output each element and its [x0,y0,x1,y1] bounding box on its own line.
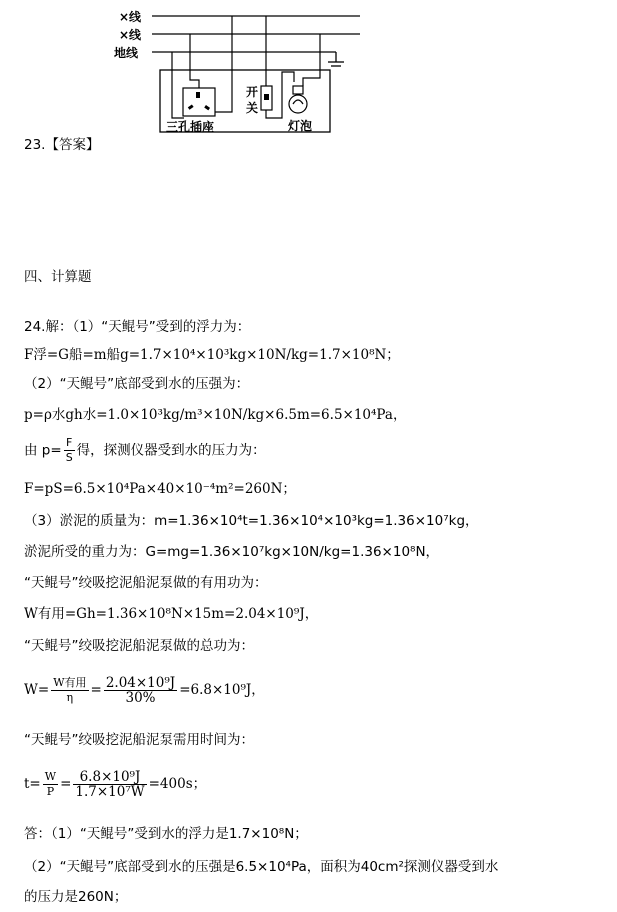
line-4: p=ρ水gh水=1.0×10³kg/m³×10N/kg×6.5m=6.5×10⁴Pa， [24,407,407,423]
line-12-pre: W= [24,682,50,698]
switch-label-1: 开 [246,85,259,99]
line-13: “天鲲号”绞吸挖泥船泥泵需用时间为： [24,732,254,748]
line-7: （3）淤泥的质量为：m=1.36×10⁴t=1.36×10⁴×10³kg=1.36×10⁷kg， [24,513,479,529]
fraction-w-useful-over-eta [51,676,88,705]
fraction-denominator: S [65,451,73,464]
line-3: （2）“天鲲号”底部受到水的压强为： [24,376,250,392]
switch-label-2: 关 [246,101,259,115]
fraction-denominator: 30% [125,690,156,706]
line-14: t= $\frac{W}{P}$ = $\frac{\text{6.8×10⁹J}}{\text{1.7×10⁷W}}$ =400s； [24,769,207,800]
line-9: “天鲲号”绞吸挖泥船泥泵做的有用功为： [24,575,268,591]
line-6: F=pS=6.5×10⁴Pa×40×10⁻⁴m²=260N； [24,481,296,497]
fraction-w-over-p [43,770,58,799]
line-5-pre: 由 p= [24,442,62,459]
line-15: 答：（1）“天鲲号”受到水的浮力是1.7×10⁸N； [24,826,308,842]
line-2: F浮=G船=m船g=1.7×10⁴×10³kg×10N/kg=1.7×10⁸N； [24,347,400,363]
line-5-post: 得，探测仪器受到水的压力为： [76,442,266,459]
line-12-post: =6.8×10⁹J， [179,682,265,698]
wire-label-2: ×线 [119,28,142,42]
fraction-value [73,770,146,799]
fraction-value [104,676,177,705]
fraction-numerator: W [44,770,57,783]
line-5 [24,436,266,465]
line-10: W有用=Gh=1.36×10⁸N×15m=2.04×10⁹J， [24,606,319,622]
section-title: 四、计算题 [24,269,92,285]
line-12: W= $\frac{\text{W有用}}{\eta}$ = $\frac{\text{2.04×10⁹J}}{30\%}$ =6.8×10⁹J， [24,675,265,706]
line-17: 的压力是260N； [24,889,128,905]
fraction-denominator: 1.7×10⁷W [75,784,145,800]
wire-label-1: ×线 [119,10,142,24]
line-16: （2）“天鲲号”底部受到水的压强是6.5×10⁴Pa，面积为40cm²探测仪器受到水 [24,859,499,875]
line-8: 淤泥所受的重力为：G=mg=1.36×10⁷kg×10N/kg=1.36×10⁸N， [24,544,440,560]
circuit-diagram [0,0,617,150]
fraction-numerator: 2.04×10⁹J [105,675,176,691]
fraction-numerator: 6.8×10⁹J [73,770,146,785]
fraction-numerator: W有用 [53,676,87,689]
wire-label-ground: 地线 [114,46,139,60]
socket-label: 三孔插座 [166,120,215,134]
answer-23: 23.【答案】 [24,137,100,153]
line-14-post: =400s； [148,776,207,792]
line-1: 24.解：（1）“天鲲号”受到的浮力为： [24,319,251,335]
fraction-denominator: η [66,691,74,704]
fraction-denominator: P [46,785,55,798]
line-11: “天鲲号”绞吸挖泥船泥泵做的总功为： [24,638,254,654]
fraction-numerator: F [64,436,75,451]
bulb-label: 灯泡 [288,119,313,133]
line-14-pre: t= [24,776,41,792]
fraction-f-over-s [64,436,75,465]
